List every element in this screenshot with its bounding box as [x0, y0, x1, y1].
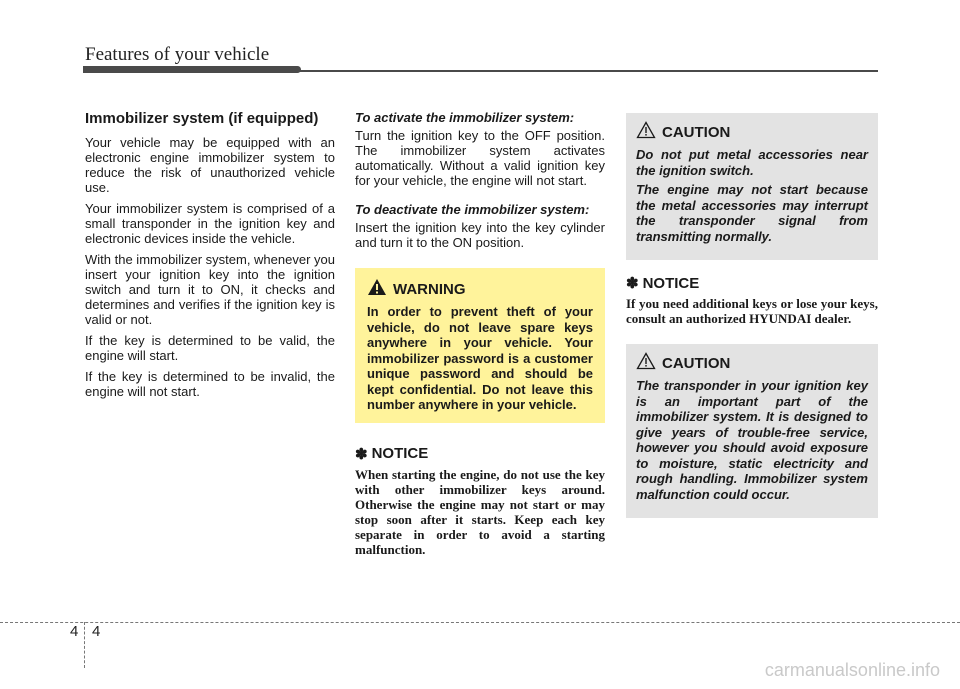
page-number: 4: [92, 623, 101, 640]
caution-triangle-icon: [636, 352, 656, 375]
notice-header: [355, 445, 605, 463]
notice-star-icon: ✽: [626, 275, 639, 292]
paragraph: With the immobilizer system, whenever you insert your ignition key into the ignition switch and turn it to ON, it checks and determines and verifies if the ignition key is valid or not.: [85, 252, 335, 327]
paragraph: If the key is determined to be valid, the engine will start.: [85, 333, 335, 363]
warning-triangle-icon: [367, 278, 387, 301]
column-middle: [355, 110, 605, 557]
notice-label: NOTICE: [642, 274, 700, 292]
caution-box-2: [626, 344, 878, 518]
paragraph: If the key is determined to be invalid, the engine will not start.: [85, 369, 335, 399]
caution-label: CAUTION: [662, 124, 731, 141]
notice-text: When starting the engine, do not use the key with other immobilizer keys around. Otherwise the engine may not start or may stop soon after it starts. Keep each key separate in order to avoid a starting malfunction.: [355, 466, 605, 557]
paragraph: Your immobilizer system is comprised of a small transponder in the ignition key and electronic devices inside the vehicle.: [85, 201, 335, 246]
caution-text: The transponder in your ignition key is an important part of the immobilizer system. It is designed to give years of trouble-free service, however you should avoid exposure to moisture, static electricity and rough handling. Immobilizer system malfunction could occur.: [636, 378, 868, 502]
paragraph-activate: Turn the ignition key to the OFF position. The immobilizer system activates automatically. Without a valid ignition key for your vehicle, the engine will not start.: [355, 128, 605, 188]
caution-header: [636, 121, 868, 144]
watermark: carmanualsonline.info: [764, 660, 940, 680]
notice-section: [355, 445, 605, 557]
warning-text: In order to prevent theft of your vehicle, do not leave spare keys anywhere in your vehicle. Your immobilizer password is a customer unique password and should be kept confidential. Do not leave this number anywhere in your vehicle.: [367, 304, 593, 412]
footer-divider: [84, 622, 85, 668]
warning-header: [367, 278, 593, 301]
section-heading-immobilizer: Immobilizer system (if equipped): [85, 110, 319, 127]
paragraph-deactivate: Insert the ignition key into the key cylinder and turn it to the ON position.: [355, 220, 605, 250]
header-rule: [83, 70, 878, 72]
caution-label: CAUTION: [662, 355, 731, 372]
notice-star-icon: ✽: [355, 445, 368, 463]
subheading-deactivate: To deactivate the immobilizer system:: [355, 202, 590, 217]
column-left: [85, 110, 335, 405]
notice-text: If you need additional keys or lose your keys, consult an authorized HYUNDAI dealer.: [626, 296, 878, 326]
notice-header: [626, 274, 878, 292]
caution-text: Do not put metal accessories near the ignition switch.: [636, 147, 868, 178]
notice-label: NOTICE: [371, 445, 429, 462]
warning-box: [355, 268, 605, 423]
column-right: [626, 113, 878, 518]
caution-triangle-icon: [636, 121, 656, 144]
page-header-title: Features of your vehicle: [85, 44, 270, 65]
subheading-activate: To activate the immobilizer system:: [355, 110, 575, 125]
chapter-number: 4: [70, 623, 79, 640]
warning-label: WARNING: [393, 281, 466, 298]
caution-header: [636, 352, 868, 375]
caution-text: The engine may not start because the metal accessories may interrupt the transponder signal from transmitting normally.: [636, 182, 868, 244]
paragraph: Your vehicle may be equipped with an electronic engine immobilizer system to reduce the risk of unauthorized vehicle use.: [85, 135, 335, 195]
caution-box-1: [626, 113, 878, 260]
notice-section: [626, 274, 878, 326]
footer-rule: [0, 622, 960, 623]
